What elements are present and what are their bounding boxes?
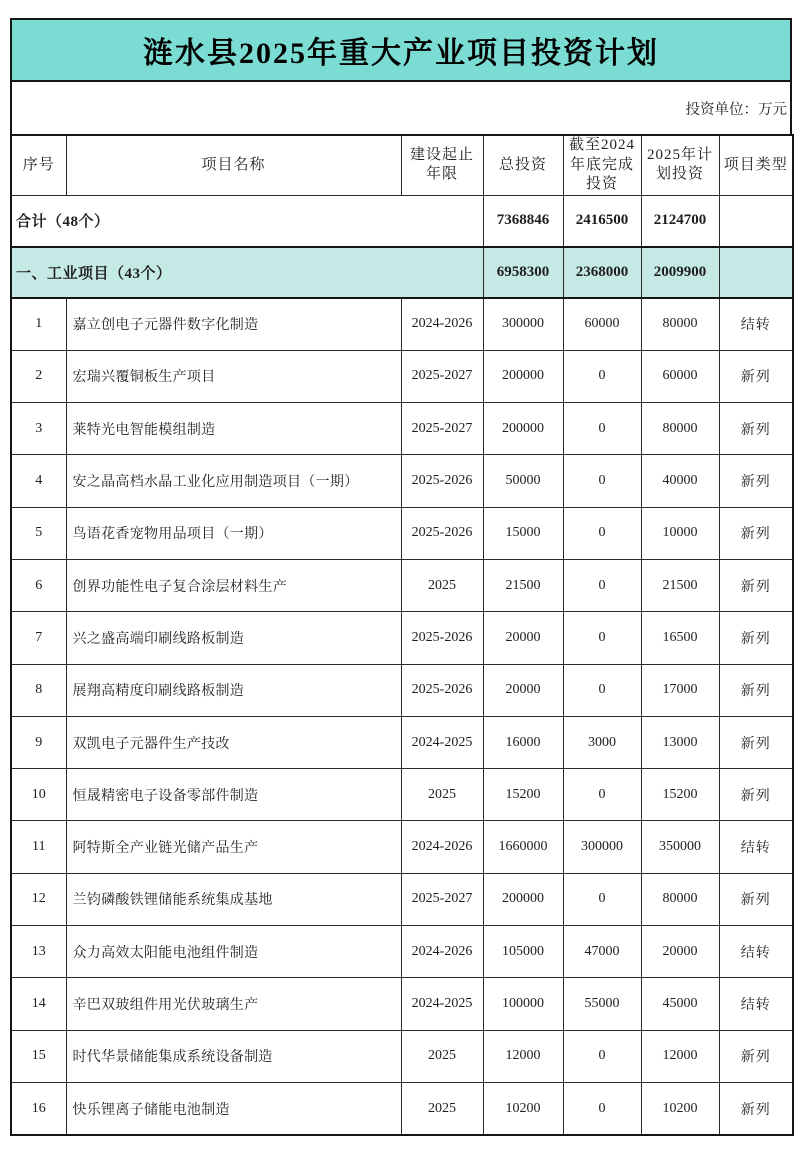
project-type-cell: 结转 xyxy=(719,978,793,1030)
summary-type-cell xyxy=(719,195,793,247)
construction-years-cell: 2024-2026 xyxy=(401,821,483,873)
total-investment-cell: 100000 xyxy=(483,978,563,1030)
section-industry-row xyxy=(11,247,793,298)
project-name-cell: 创界功能性电子复合涂层材料生产 xyxy=(66,559,401,611)
construction-years-cell: 2025-2026 xyxy=(401,664,483,716)
column-header-name: 项目名称 xyxy=(66,135,401,195)
completed-investment-cell: 60000 xyxy=(563,298,641,351)
table-row xyxy=(11,612,793,664)
investment-unit-note: 投资单位：万元 xyxy=(685,101,787,118)
planned-investment-cell: 20000 xyxy=(641,926,719,978)
total-investment-cell: 105000 xyxy=(483,926,563,978)
completed-investment-cell: 55000 xyxy=(563,978,641,1030)
project-type-cell: 结转 xyxy=(719,298,793,351)
row-index-cell: 6 xyxy=(11,559,66,611)
project-name-cell: 双凯电子元器件生产技改 xyxy=(66,716,401,768)
project-type-cell: 新列 xyxy=(719,873,793,925)
table-row xyxy=(11,716,793,768)
project-type-cell: 新列 xyxy=(719,455,793,507)
construction-years-cell: 2024-2025 xyxy=(401,716,483,768)
construction-years-cell: 2025-2027 xyxy=(401,403,483,455)
column-header-type: 项目类型 xyxy=(719,135,793,195)
row-index-cell: 9 xyxy=(11,716,66,768)
project-name-cell: 众力高效太阳能电池组件制造 xyxy=(66,926,401,978)
table-row xyxy=(11,821,793,873)
project-name-cell: 安之晶高档水晶工业化应用制造项目（一期） xyxy=(66,455,401,507)
column-header-years: 建设起止年限 xyxy=(401,135,483,195)
table-row xyxy=(11,664,793,716)
project-name-cell: 嘉立创电子元器件数字化制造 xyxy=(66,298,401,351)
construction-years-cell: 2025 xyxy=(401,559,483,611)
row-index-cell: 10 xyxy=(11,769,66,821)
completed-investment-cell: 0 xyxy=(563,403,641,455)
total-investment-cell: 12000 xyxy=(483,1030,563,1082)
row-index-cell: 14 xyxy=(11,978,66,1030)
project-name-cell: 快乐锂离子储能电池制造 xyxy=(66,1082,401,1135)
investment-table xyxy=(10,134,794,1136)
project-type-cell: 新列 xyxy=(719,1082,793,1135)
project-name-cell: 宏瑞兴覆铜板生产项目 xyxy=(66,350,401,402)
completed-investment-cell: 0 xyxy=(563,612,641,664)
completed-investment-cell: 0 xyxy=(563,873,641,925)
column-header-planned: 2025年计划投资 xyxy=(641,135,719,195)
table-row xyxy=(11,1030,793,1082)
row-index-cell: 3 xyxy=(11,403,66,455)
construction-years-cell: 2025-2026 xyxy=(401,612,483,664)
project-type-cell: 新列 xyxy=(719,716,793,768)
row-index-cell: 13 xyxy=(11,926,66,978)
table-row xyxy=(11,298,793,351)
total-investment-cell: 50000 xyxy=(483,455,563,507)
project-name-cell: 莱特光电智能模组制造 xyxy=(66,403,401,455)
total-investment-cell: 200000 xyxy=(483,403,563,455)
page-title: 涟水县2025年重大产业项目投资计划 xyxy=(143,37,659,70)
project-type-cell: 结转 xyxy=(719,926,793,978)
investment-plan-sheet xyxy=(10,18,792,1136)
table-row xyxy=(11,1082,793,1135)
planned-investment-cell: 80000 xyxy=(641,298,719,351)
planned-investment-cell: 12000 xyxy=(641,1030,719,1082)
construction-years-cell: 2025-2027 xyxy=(401,873,483,925)
project-name-cell: 时代华景储能集成系统设备制造 xyxy=(66,1030,401,1082)
project-type-cell: 新列 xyxy=(719,664,793,716)
construction-years-cell: 2025-2026 xyxy=(401,455,483,507)
table-header-row xyxy=(11,135,793,195)
planned-investment-cell: 17000 xyxy=(641,664,719,716)
project-type-cell: 新列 xyxy=(719,769,793,821)
construction-years-cell: 2024-2026 xyxy=(401,926,483,978)
project-name-cell: 恒晟精密电子设备零部件制造 xyxy=(66,769,401,821)
completed-investment-cell: 0 xyxy=(563,350,641,402)
project-type-cell: 新列 xyxy=(719,612,793,664)
row-index-cell: 5 xyxy=(11,507,66,559)
project-name-cell: 兰钧磷酸铁锂储能系统集成基地 xyxy=(66,873,401,925)
completed-investment-cell: 0 xyxy=(563,769,641,821)
project-type-cell: 新列 xyxy=(719,507,793,559)
column-header-index: 序号 xyxy=(11,135,66,195)
column-header-total: 总投资 xyxy=(483,135,563,195)
completed-investment-cell: 0 xyxy=(563,664,641,716)
completed-investment-cell: 0 xyxy=(563,507,641,559)
planned-investment-cell: 60000 xyxy=(641,350,719,402)
row-index-cell: 4 xyxy=(11,455,66,507)
completed-investment-cell: 0 xyxy=(563,1030,641,1082)
row-index-cell: 8 xyxy=(11,664,66,716)
table-row xyxy=(11,873,793,925)
project-name-cell: 兴之盛高端印刷线路板制造 xyxy=(66,612,401,664)
table-row xyxy=(11,769,793,821)
project-type-cell: 新列 xyxy=(719,350,793,402)
section-label-cell: 一、工业项目（43个） xyxy=(11,247,483,298)
total-investment-cell: 200000 xyxy=(483,350,563,402)
project-type-cell: 新列 xyxy=(719,559,793,611)
total-investment-cell: 15000 xyxy=(483,507,563,559)
project-type-cell: 结转 xyxy=(719,821,793,873)
table-row xyxy=(11,559,793,611)
completed-investment-cell: 0 xyxy=(563,559,641,611)
total-investment-cell: 21500 xyxy=(483,559,563,611)
unit-note-row xyxy=(10,82,792,134)
row-index-cell: 7 xyxy=(11,612,66,664)
planned-investment-cell: 10000 xyxy=(641,507,719,559)
total-investment-cell: 15200 xyxy=(483,769,563,821)
project-name-cell: 阿特斯全产业链光储产品生产 xyxy=(66,821,401,873)
summary-total-row xyxy=(11,195,793,247)
construction-years-cell: 2025-2026 xyxy=(401,507,483,559)
planned-investment-cell: 45000 xyxy=(641,978,719,1030)
planned-investment-cell: 15200 xyxy=(641,769,719,821)
construction-years-cell: 2024-2025 xyxy=(401,978,483,1030)
row-index-cell: 15 xyxy=(11,1030,66,1082)
total-investment-cell: 200000 xyxy=(483,873,563,925)
planned-investment-cell: 80000 xyxy=(641,403,719,455)
section-total-cell: 6958300 xyxy=(483,247,563,298)
row-index-cell: 11 xyxy=(11,821,66,873)
project-name-cell: 辛巴双玻组件用光伏玻璃生产 xyxy=(66,978,401,1030)
total-investment-cell: 20000 xyxy=(483,664,563,716)
construction-years-cell: 2024-2026 xyxy=(401,298,483,351)
table-row xyxy=(11,978,793,1030)
planned-investment-cell: 16500 xyxy=(641,612,719,664)
total-investment-cell: 300000 xyxy=(483,298,563,351)
table-row xyxy=(11,455,793,507)
construction-years-cell: 2025 xyxy=(401,1082,483,1135)
row-index-cell: 16 xyxy=(11,1082,66,1135)
summary-completed-cell: 2416500 xyxy=(563,195,641,247)
project-type-cell: 新列 xyxy=(719,403,793,455)
planned-investment-cell: 21500 xyxy=(641,559,719,611)
planned-investment-cell: 350000 xyxy=(641,821,719,873)
construction-years-cell: 2025-2027 xyxy=(401,350,483,402)
table-row xyxy=(11,507,793,559)
construction-years-cell: 2025 xyxy=(401,769,483,821)
table-row xyxy=(11,403,793,455)
completed-investment-cell: 47000 xyxy=(563,926,641,978)
completed-investment-cell: 0 xyxy=(563,455,641,507)
project-name-cell: 鸟语花香宠物用品项目（一期） xyxy=(66,507,401,559)
completed-investment-cell: 3000 xyxy=(563,716,641,768)
planned-investment-cell: 13000 xyxy=(641,716,719,768)
summary-label-cell: 合计（48个） xyxy=(11,195,483,247)
total-investment-cell: 1660000 xyxy=(483,821,563,873)
planned-investment-cell: 80000 xyxy=(641,873,719,925)
section-planned-cell: 2009900 xyxy=(641,247,719,298)
project-name-cell: 展翔高精度印刷线路板制造 xyxy=(66,664,401,716)
total-investment-cell: 20000 xyxy=(483,612,563,664)
completed-investment-cell: 0 xyxy=(563,1082,641,1135)
planned-investment-cell: 10200 xyxy=(641,1082,719,1135)
row-index-cell: 2 xyxy=(11,350,66,402)
row-index-cell: 12 xyxy=(11,873,66,925)
planned-investment-cell: 40000 xyxy=(641,455,719,507)
document-title-bar xyxy=(10,18,792,82)
column-header-completed: 截至2024年底完成投资 xyxy=(563,135,641,195)
table-row xyxy=(11,350,793,402)
summary-total-cell: 7368846 xyxy=(483,195,563,247)
section-type-cell xyxy=(719,247,793,298)
project-type-cell: 新列 xyxy=(719,1030,793,1082)
total-investment-cell: 10200 xyxy=(483,1082,563,1135)
table-row xyxy=(11,926,793,978)
row-index-cell: 1 xyxy=(11,298,66,351)
section-completed-cell: 2368000 xyxy=(563,247,641,298)
construction-years-cell: 2025 xyxy=(401,1030,483,1082)
summary-planned-cell: 2124700 xyxy=(641,195,719,247)
total-investment-cell: 16000 xyxy=(483,716,563,768)
completed-investment-cell: 300000 xyxy=(563,821,641,873)
